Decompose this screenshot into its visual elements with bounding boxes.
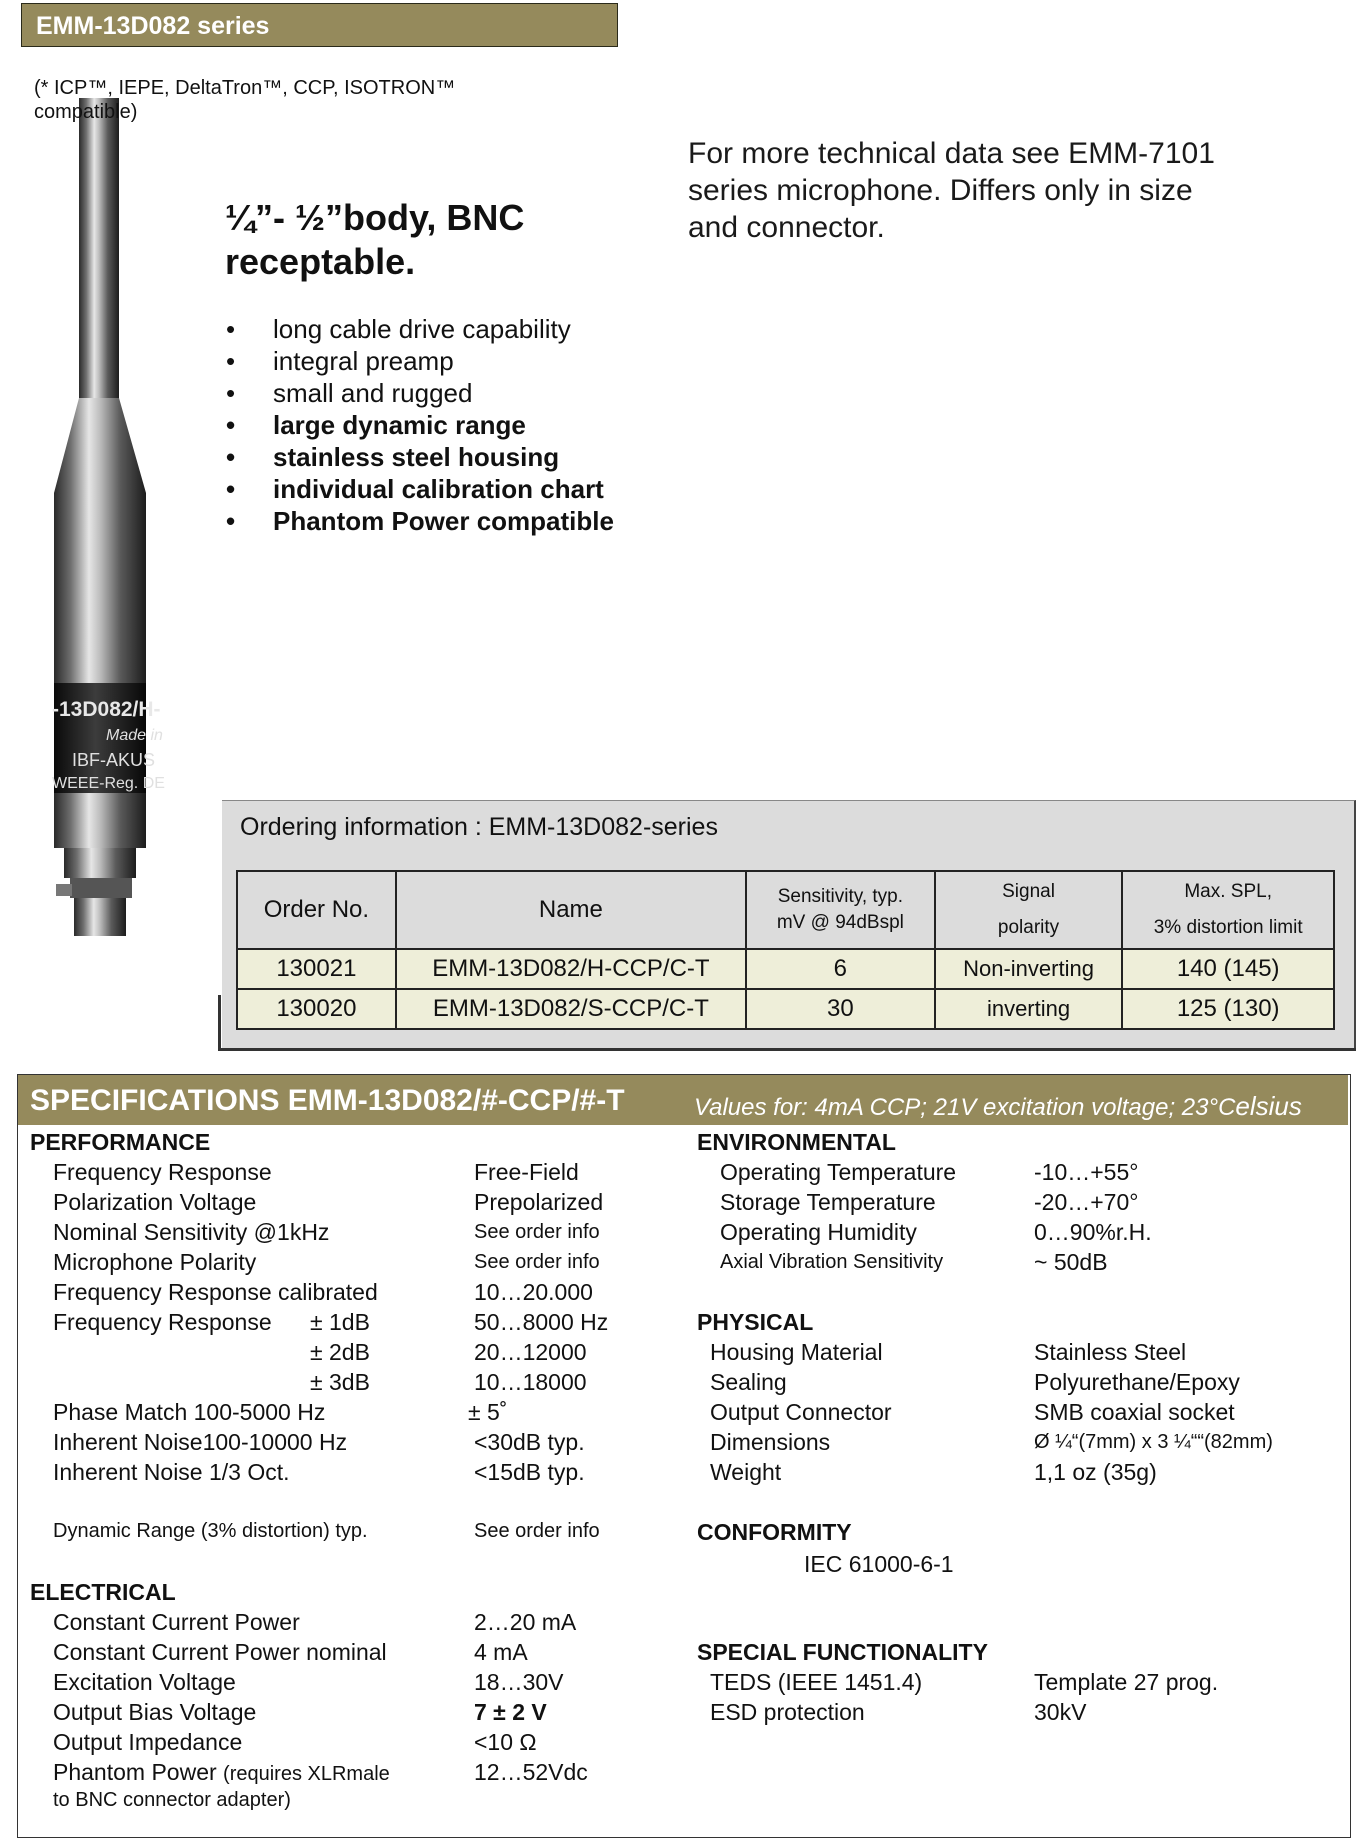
ordering-title: Ordering information : EMM-13D082-series xyxy=(240,813,718,841)
spec-label: Storage Temperature xyxy=(720,1189,936,1215)
spec-value: IEC 61000-6-1 xyxy=(804,1551,954,1577)
spec-label: Microphone Polarity xyxy=(53,1249,257,1275)
spec-value: 12…52Vdc xyxy=(474,1759,588,1785)
cell-sensitivity: 6 xyxy=(746,949,935,989)
spec-value: <30dB typ. xyxy=(474,1429,585,1455)
compat-note: (* ICP™, IEPE, DeltaTron™, CCP, ISOTRON™ compatible) xyxy=(34,77,456,123)
spec-label: Operating Humidity xyxy=(720,1219,917,1245)
spec-value: 18…30V xyxy=(474,1669,564,1695)
label-brand: IBF-AKUS xyxy=(72,750,156,770)
spec-value: -10…+55° xyxy=(1034,1159,1139,1185)
divider xyxy=(218,1048,1356,1051)
spec-tolerance: ± 1dB xyxy=(310,1309,370,1335)
spec-value: Polyurethane/Epoxy xyxy=(1034,1369,1240,1395)
series-header: EMM-13D082 series xyxy=(21,3,618,47)
microphone-image xyxy=(48,98,168,938)
spec-value: 0…90%r.H. xyxy=(1034,1219,1152,1245)
spec-label: Constant Current Power nominal xyxy=(53,1639,387,1665)
label-made: Made in xyxy=(106,727,163,744)
feature-item: • Phantom Power compatible xyxy=(225,506,625,537)
spec-value: 50…8000 Hz xyxy=(474,1309,609,1335)
specifications-title: SPECIFICATIONS EMM-13D082/#-CCP/#-T xyxy=(30,1084,625,1117)
spec-value: See order info xyxy=(474,1251,600,1273)
spec-label: Weight xyxy=(710,1459,782,1485)
spec-label: Phase Match 100-5000 Hz xyxy=(53,1399,326,1425)
more-tech-note: For more technical data see EMM-7101 series microphone. Differs only in size and connector. xyxy=(688,137,1215,244)
spec-value: SMB coaxial socket xyxy=(1034,1399,1235,1425)
spec-value: <15dB typ. xyxy=(474,1459,585,1485)
col-polarity: Signal polarity xyxy=(935,871,1123,949)
spec-label: Sealing xyxy=(710,1369,787,1395)
spec-value: Template 27 prog. xyxy=(1034,1669,1219,1695)
table-row xyxy=(237,989,1334,1029)
spec-value: 30kV xyxy=(1034,1699,1087,1725)
cell-name: EMM-13D082/S-CCP/C-T xyxy=(396,989,746,1029)
spec-label: Dimensions xyxy=(710,1429,831,1455)
spec-label: Phantom Power (requires XLRmale xyxy=(53,1759,390,1785)
spec-label: ESD protection xyxy=(710,1699,865,1725)
spec-label: Inherent Noise100-10000 Hz xyxy=(53,1429,348,1455)
spec-value: 10…18000 xyxy=(474,1369,587,1395)
spec-value: ~ 50dB xyxy=(1034,1249,1108,1275)
spec-label: Constant Current Power xyxy=(53,1609,300,1635)
spec-value: 7 ± 2 V xyxy=(474,1699,547,1725)
spec-value: Stainless Steel xyxy=(1034,1339,1187,1365)
section-heading-physical: PHYSICAL xyxy=(697,1309,814,1335)
spec-value: Ø ¼“(7mm) x 3 ¼““(82mm) xyxy=(1034,1431,1273,1453)
spec-value: -20…+70° xyxy=(1034,1189,1139,1215)
cell-polarity: inverting xyxy=(935,989,1123,1029)
feature-item: • stainless steel housing xyxy=(225,442,625,473)
spec-label: Frequency Response calibrated xyxy=(53,1279,378,1305)
label-weee: WEEE-Reg. DE xyxy=(52,775,165,792)
spec-label: Output Impedance xyxy=(53,1729,243,1755)
feature-item: • large dynamic range xyxy=(225,410,625,441)
table-row xyxy=(237,949,1334,989)
spec-label: Inherent Noise 1/3 Oct. xyxy=(53,1459,290,1485)
spec-value: 4 mA xyxy=(474,1639,528,1665)
spec-value: ± 5˚ xyxy=(468,1399,508,1425)
spec-label: Operating Temperature xyxy=(720,1159,957,1185)
feature-item: • small and rugged xyxy=(225,378,625,409)
spec-value: <10 Ω xyxy=(474,1729,537,1755)
col-sensitivity: Sensitivity, typ. mV @ 94dBspl xyxy=(746,871,935,949)
col-name: Name xyxy=(396,871,746,949)
ordering-table xyxy=(236,870,1335,1030)
section-heading-performance: PERFORMANCE xyxy=(30,1129,211,1155)
cell-sensitivity: 30 xyxy=(746,989,935,1029)
spec-value: 20…12000 xyxy=(474,1339,587,1365)
cell-max-spl: 140 (145) xyxy=(1122,949,1334,989)
label-model: -13D082/H- xyxy=(52,698,161,721)
spec-label: Output Connector xyxy=(710,1399,892,1425)
spec-value: Free-Field xyxy=(474,1159,579,1185)
specifications-note: Values for: 4mA CCP; 21V excitation voltage; 23°Celsius xyxy=(694,1091,1302,1121)
product-headline: ¼”- ½”body, BNC receptable. xyxy=(225,197,525,282)
spec-value: 2…20 mA xyxy=(474,1609,577,1635)
spec-label: Dynamic Range (3% distortion) typ. xyxy=(53,1520,368,1542)
cell-polarity: Non-inverting xyxy=(935,949,1123,989)
spec-label: Axial Vibration Sensitivity xyxy=(720,1251,944,1273)
feature-item: • integral preamp xyxy=(225,346,625,377)
table-header-row xyxy=(237,871,1334,949)
spec-tolerance: ± 3dB xyxy=(310,1369,370,1395)
feature-item: • individual calibration chart xyxy=(225,474,625,505)
spec-label-note: to BNC connector adapter) xyxy=(53,1789,291,1811)
col-order-no: Order No. xyxy=(237,871,396,949)
col-max-spl: Max. SPL, 3% distortion limit xyxy=(1122,871,1334,949)
divider xyxy=(218,995,221,1050)
spec-label: Housing Material xyxy=(710,1339,883,1365)
feature-list xyxy=(225,314,625,538)
spec-value: See order info xyxy=(474,1520,600,1542)
feature-item: • long cable drive capability xyxy=(225,314,625,345)
spec-value: See order info xyxy=(474,1221,600,1243)
section-heading-electrical: ELECTRICAL xyxy=(30,1579,176,1605)
spec-value: Prepolarized xyxy=(474,1189,604,1215)
spec-value: 10…20.000 xyxy=(474,1279,593,1305)
spec-label: TEDS (IEEE 1451.4) xyxy=(710,1669,923,1695)
cell-name: EMM-13D082/H-CCP/C-T xyxy=(396,949,746,989)
spec-label: Output Bias Voltage xyxy=(53,1699,257,1725)
spec-label: Frequency Response xyxy=(53,1309,272,1335)
cell-order-no: 130020 xyxy=(237,989,396,1029)
section-heading-conformity: CONFORMITY xyxy=(697,1519,852,1545)
spec-value: 1,1 oz (35g) xyxy=(1034,1459,1157,1485)
section-heading-special: SPECIAL FUNCTIONALITY xyxy=(697,1639,988,1665)
cell-order-no: 130021 xyxy=(237,949,396,989)
spec-label: Nominal Sensitivity @1kHz xyxy=(53,1219,330,1245)
cell-max-spl: 125 (130) xyxy=(1122,989,1334,1029)
spec-label: Excitation Voltage xyxy=(53,1669,236,1695)
spec-label: Frequency Response xyxy=(53,1159,272,1185)
spec-label: Polarization Voltage xyxy=(53,1189,257,1215)
spec-tolerance: ± 2dB xyxy=(310,1339,370,1365)
section-heading-environmental: ENVIRONMENTAL xyxy=(697,1129,896,1155)
